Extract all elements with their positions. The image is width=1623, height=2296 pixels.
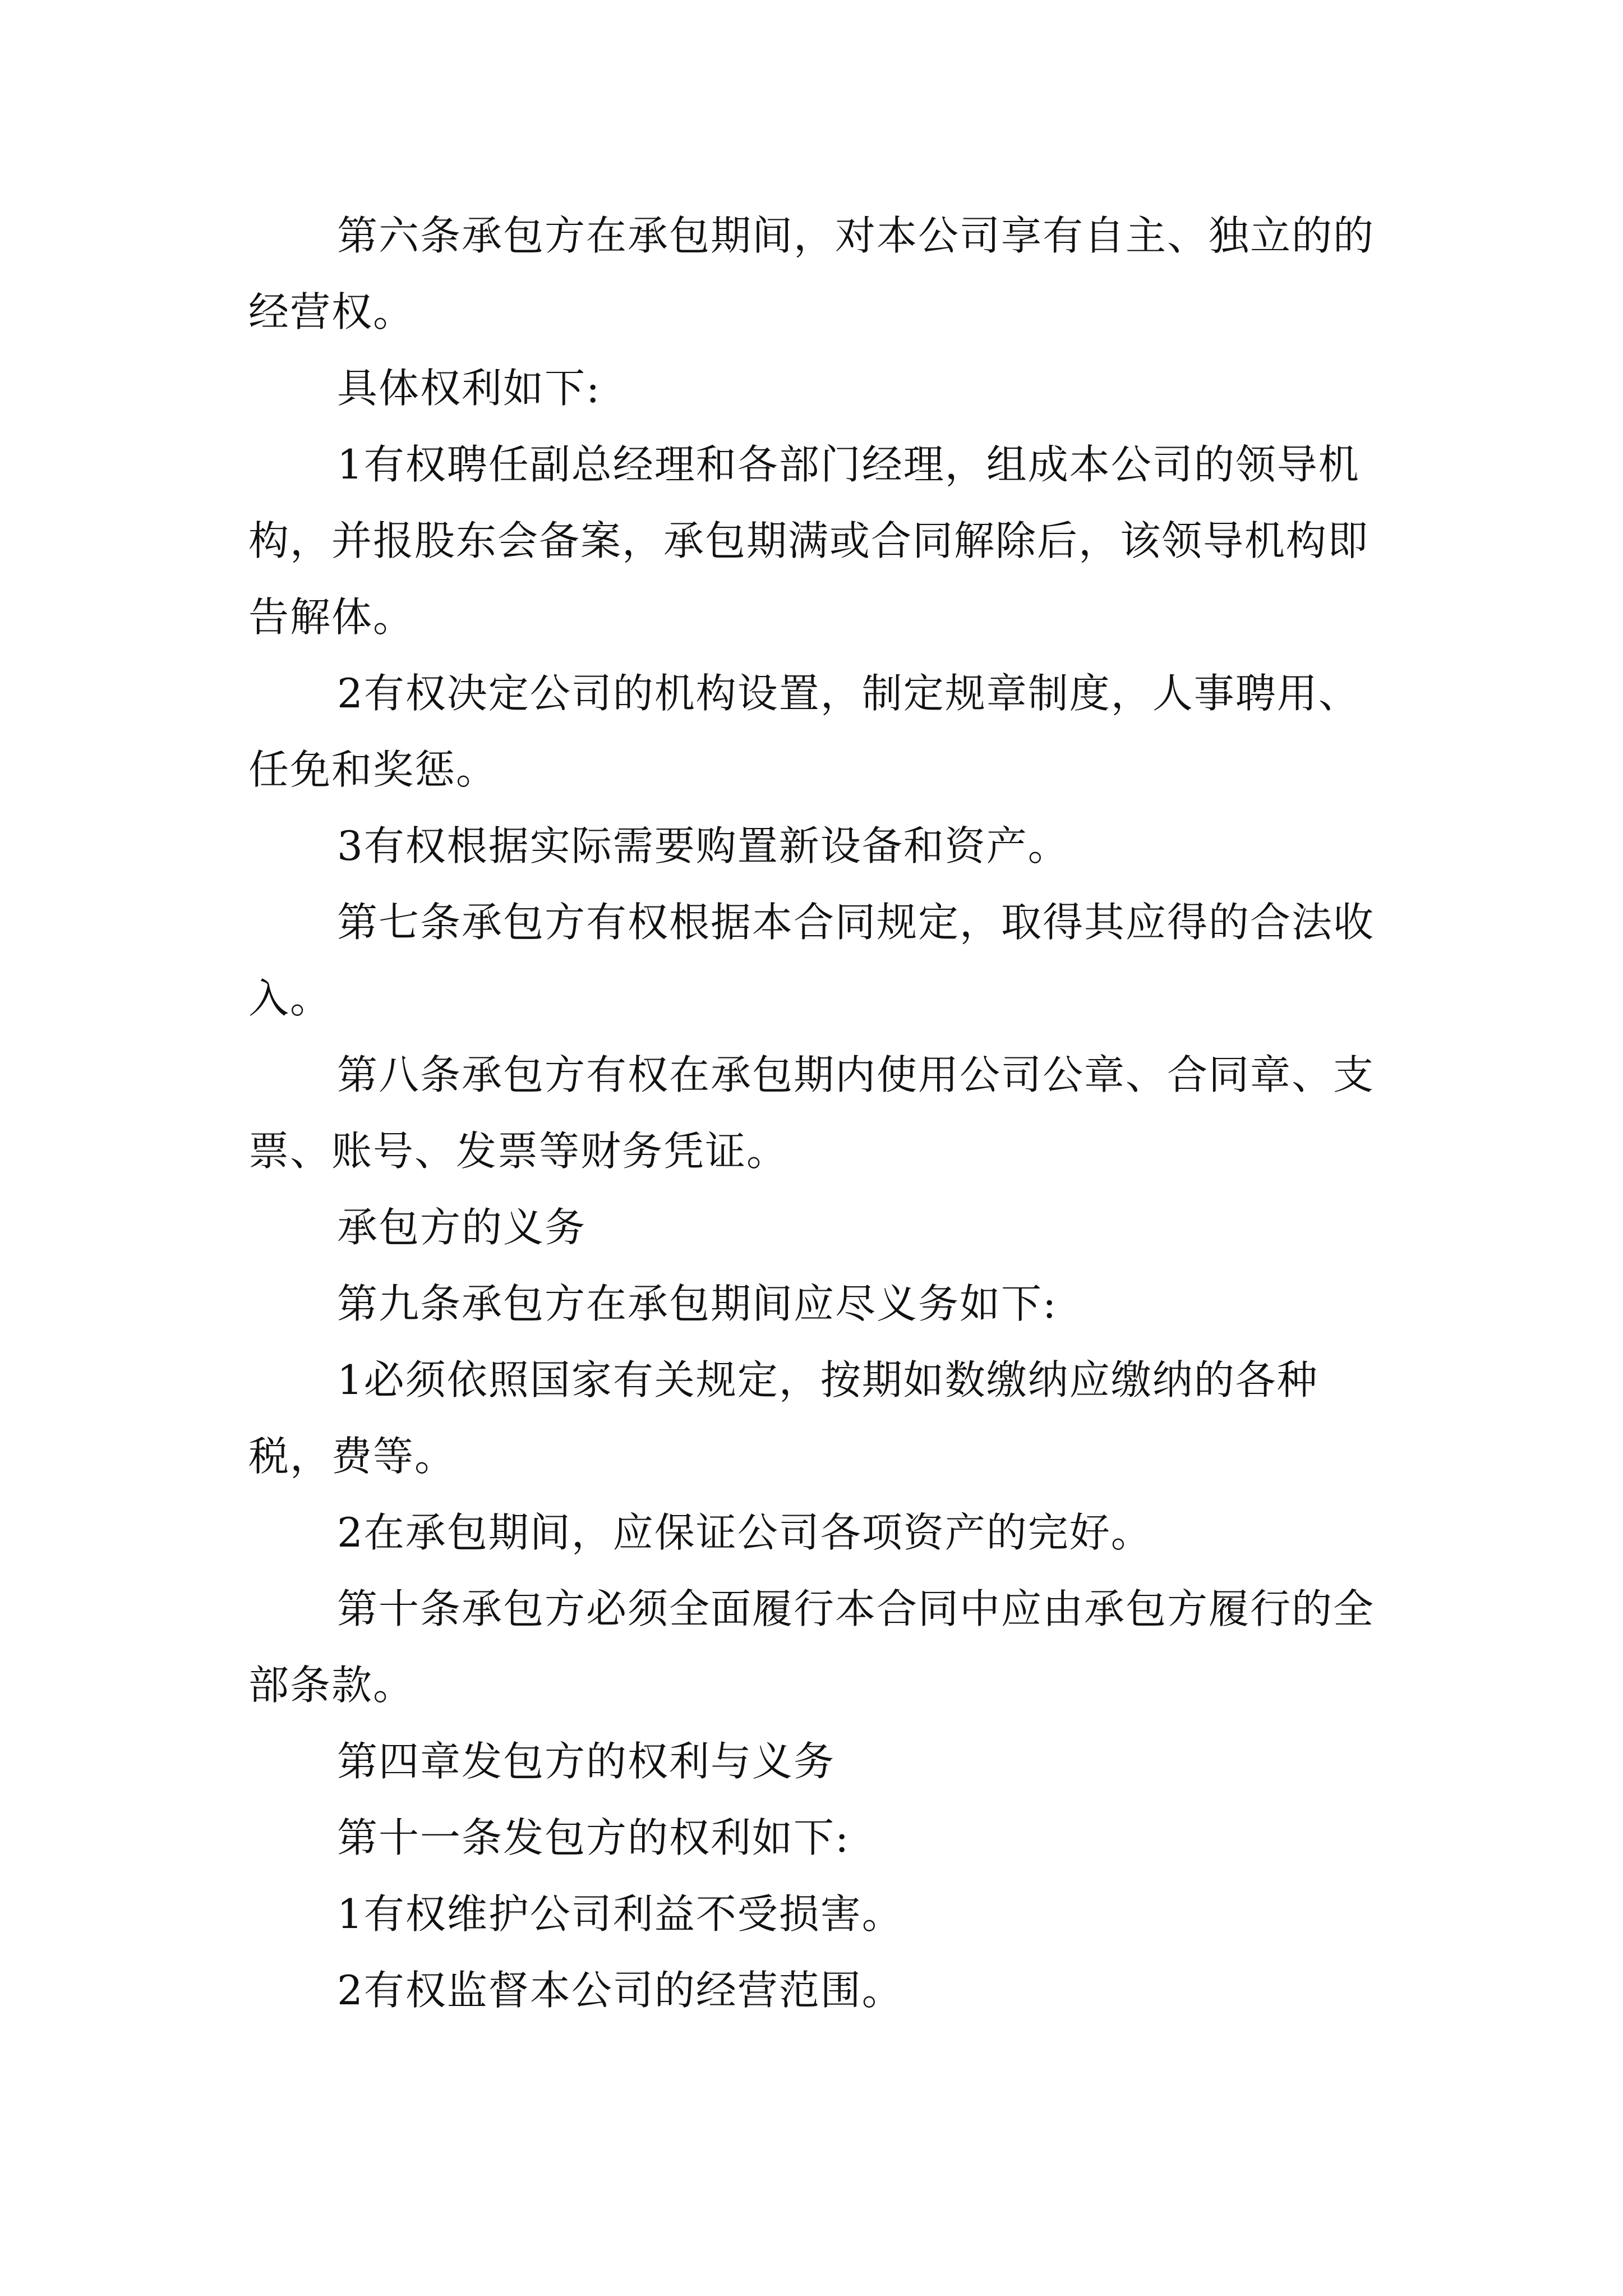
paragraph-owner-right-1: 1有权维护公司利益不受损害。 (337, 1890, 903, 1938)
paragraph-article-6: 第六条承包方在承包期间，对本公司享有自主、独立的的经营权。 (248, 212, 1375, 335)
paragraph-article-10: 第十条承包方必须全面履行本合同中应由承包方履行的全部条款。 (248, 1585, 1375, 1709)
paragraph-obligation-1: 1必须依照国家有关规定，按期如数缴纳应缴纳的各种税，费等。 (248, 1356, 1318, 1480)
paragraph-obligation-2: 2在承包期间，应保证公司各项资产的完好。 (337, 1509, 1152, 1556)
paragraph-right-2: 2有权决定公司的机构设置，制定规章制度，人事聘用、任免和奖惩。 (248, 670, 1360, 793)
paragraph-article-11: 第十一条发包方的权利如下: (337, 1814, 850, 1861)
document-body (248, 197, 1386, 2028)
paragraph-article-7: 第七条承包方有权根据本合同规定，取得其应得的合法收入。 (248, 899, 1375, 1022)
chapter-heading-4: 第四章发包方的权利与义务 (337, 1738, 836, 1785)
paragraph-right-3: 3有权根据实际需要购置新设备和资产。 (337, 822, 1069, 869)
paragraph-owner-right-2: 2有权监督本公司的经营范围。 (337, 1967, 903, 2014)
section-heading-obligations: 承包方的义务 (337, 1204, 587, 1251)
paragraph-article-8: 第八条承包方有权在承包期内使用公司公章、合同章、支票、账号、发票等财务凭证。 (248, 1051, 1375, 1175)
paragraph-article-9: 第九条承包方在承包期间应尽义务如下: (337, 1280, 1058, 1327)
paragraph-rights-intro: 具体权利如下: (337, 365, 601, 412)
paragraph-right-1: 1有权聘任副总经理和各部门经理，组成本公司的领导机构，并报股东会备案，承包期满或合同解除后，该领导机构即告解体。 (248, 441, 1370, 641)
